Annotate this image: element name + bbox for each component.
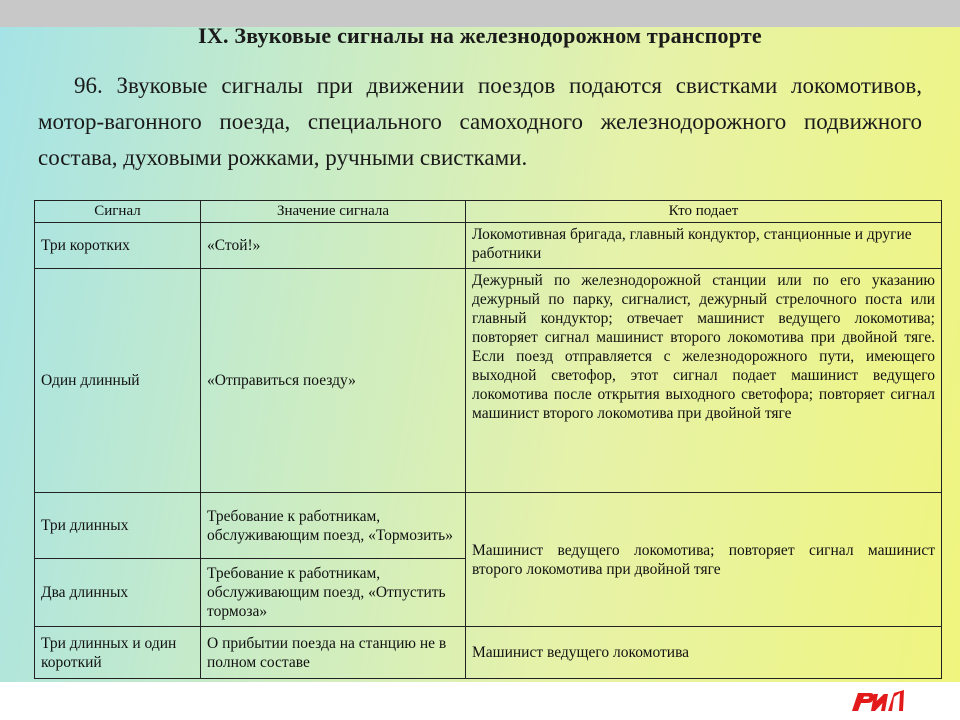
cell-who-merged: Машинист ведущего локомотива; повторяет сигнал машинист второго локомотива при двойной тяге	[466, 493, 942, 627]
table-row	[35, 627, 942, 679]
table-header-row	[35, 201, 942, 223]
cell-signal: Три длинных и один короткий	[35, 627, 201, 679]
cell-meaning: О прибытии поезда на станцию не в полном составе	[201, 627, 466, 679]
header-meaning: Значение сигнала	[201, 201, 466, 223]
cell-who: Машинист ведущего локомотива	[466, 627, 942, 679]
table-row	[35, 269, 942, 493]
rzd-logo	[848, 684, 904, 716]
table-row	[35, 223, 942, 269]
cell-signal: Три длинных	[35, 493, 201, 559]
cell-signal: Два длинных	[35, 559, 201, 627]
cell-meaning: Требование к работникам, обслуживающим поезд, «Отпустить тормоза»	[201, 559, 466, 627]
cell-meaning: «Стой!»	[201, 223, 466, 269]
cell-signal: Один длинный	[35, 269, 201, 493]
cell-who: Дежурный по железнодорожной станции или по его указанию дежурный по парку, сигналист, дежурный стрелочного поста или главный кондуктор; отвечает машинист ведущего локомотива; повторяет сигнал машинист второго локомотива при двойной тяге. Если поезд отправляется с железнодорожного пути, имеющего выходной светофор, этот сигнал подает машинист ведущего локомотива после открытия выходного светофора; повторяет сигнал машинист второго локомотива при двойной тяге	[466, 269, 942, 493]
rzd-logo-mark	[852, 690, 904, 711]
cell-signal: Три коротких	[35, 223, 201, 269]
cell-meaning: «Отправиться поезду»	[201, 269, 466, 493]
cell-meaning: Требование к работникам, обслуживающим поезд, «Тормозить»	[201, 493, 466, 559]
intro-paragraph-text: 96. Звуковые сигналы при движении поездов подаются свистками локомотивов, мотор-вагонного поезда, специального самоходного железнодорожного подвижного состава, духовыми рожками, ручными свистками.	[38, 73, 922, 170]
header-signal: Сигнал	[35, 201, 201, 223]
slide-title: IX. Звуковые сигналы на железнодорожном транспорте	[198, 23, 762, 48]
header-who: Кто подает	[466, 201, 942, 223]
signals-table	[34, 200, 942, 679]
footer-bar	[0, 682, 960, 720]
intro-paragraph	[38, 68, 922, 176]
cell-who: Локомотивная бригада, главный кондуктор, станционные и другие работники	[466, 223, 942, 269]
table-row	[35, 493, 942, 559]
